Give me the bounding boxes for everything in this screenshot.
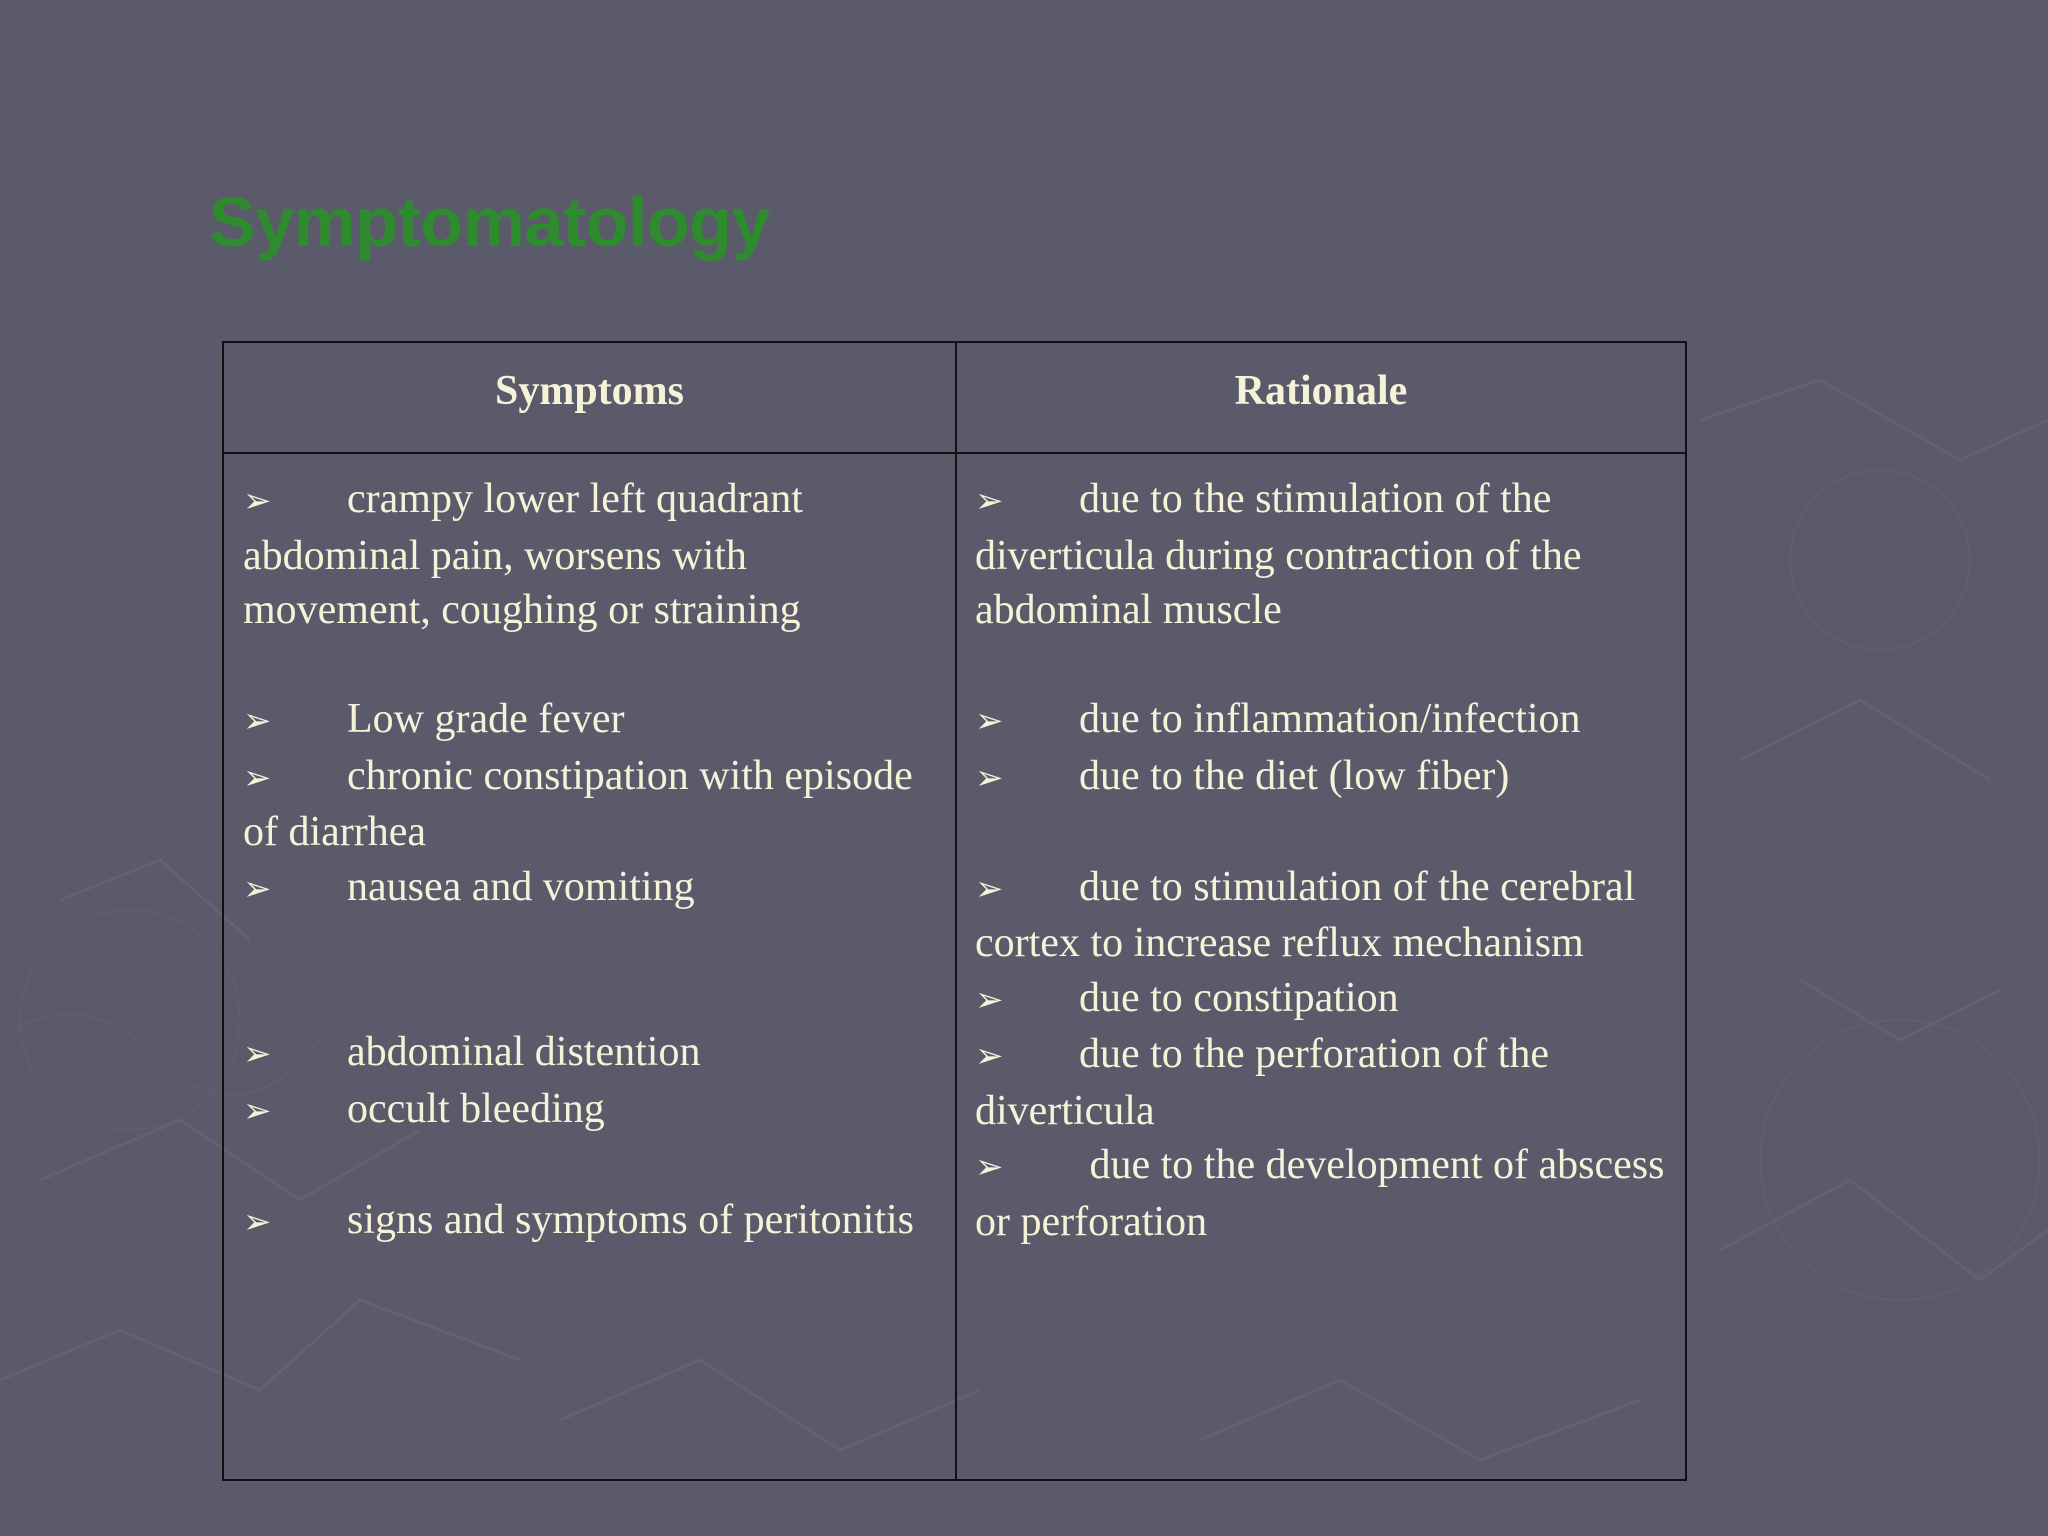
rationale-item	[975, 1027, 1665, 1138]
symptom-text: Low grade fever	[347, 696, 625, 742]
rationale-item	[975, 472, 1665, 638]
arrowhead-bullet-icon: ➢	[243, 481, 272, 521]
rationale-text: due to stimulation of the cerebral cortex to increase reflux mechanism	[975, 863, 1636, 966]
rationale-item	[975, 860, 1665, 971]
slide-title: Symptomatology	[209, 183, 770, 261]
rationale-item	[975, 692, 1665, 749]
rationale-text: due to constipation	[1079, 974, 1399, 1021]
rationale-cell	[975, 472, 1665, 1249]
symptoms-rationale-table	[222, 341, 1687, 1481]
rationale-text: due to the diet (low fiber)	[1079, 752, 1510, 799]
arrowhead-bullet-icon: ➢	[975, 868, 1004, 909]
rationale-text: due to the stimulation of the diverticula during contraction of the abdominal muscle	[975, 476, 1582, 633]
arrowhead-bullet-icon: ➢	[243, 1201, 272, 1242]
symptom-text: occult bleeding	[347, 1085, 605, 1132]
arrowhead-bullet-icon: ➢	[975, 481, 1004, 521]
rationale-text: due to the perforation of the diverticula	[975, 1031, 1549, 1134]
symptom-text: crampy lower left quadrant abdominal pain, worsens with movement, coughing or straining	[243, 476, 803, 633]
rationale-item	[975, 749, 1665, 806]
symptom-item	[243, 1025, 933, 1082]
arrowhead-bullet-icon: ➢	[243, 757, 272, 798]
arrowhead-bullet-icon: ➢	[975, 701, 1004, 741]
column-divider	[955, 343, 957, 1479]
rationale-text: due to inflammation/infection	[1079, 696, 1581, 742]
rationale-text: due to the development of abscess or perforation	[975, 1142, 1665, 1245]
column-header-rationale: Rationale	[1234, 367, 1408, 414]
column-header-symptoms: Symptoms	[494, 367, 685, 414]
symptom-text: chronic constipation with episode of diarrhea	[243, 752, 913, 855]
arrowhead-bullet-icon: ➢	[243, 1090, 272, 1131]
header-divider	[224, 452, 1685, 454]
arrowhead-bullet-icon: ➢	[243, 868, 272, 909]
symptom-item	[243, 1193, 933, 1250]
arrowhead-bullet-icon: ➢	[975, 1147, 1004, 1187]
rationale-item	[975, 971, 1665, 1028]
symptom-item	[243, 749, 933, 860]
symptom-text: abdominal distention	[347, 1029, 701, 1075]
symptoms-cell	[243, 472, 933, 1249]
arrowhead-bullet-icon: ➢	[975, 979, 1004, 1020]
symptom-item	[243, 692, 933, 749]
symptom-text: nausea and vomiting	[347, 863, 695, 910]
symptom-text: signs and symptoms of peritonitis	[347, 1196, 914, 1243]
rationale-item	[975, 1138, 1665, 1249]
arrowhead-bullet-icon: ➢	[243, 701, 272, 741]
arrowhead-bullet-icon: ➢	[243, 1034, 272, 1074]
symptom-item	[243, 1082, 933, 1139]
arrowhead-bullet-icon: ➢	[975, 757, 1004, 798]
symptom-item	[243, 472, 933, 638]
symptom-item	[243, 860, 933, 917]
arrowhead-bullet-icon: ➢	[975, 1036, 1004, 1076]
